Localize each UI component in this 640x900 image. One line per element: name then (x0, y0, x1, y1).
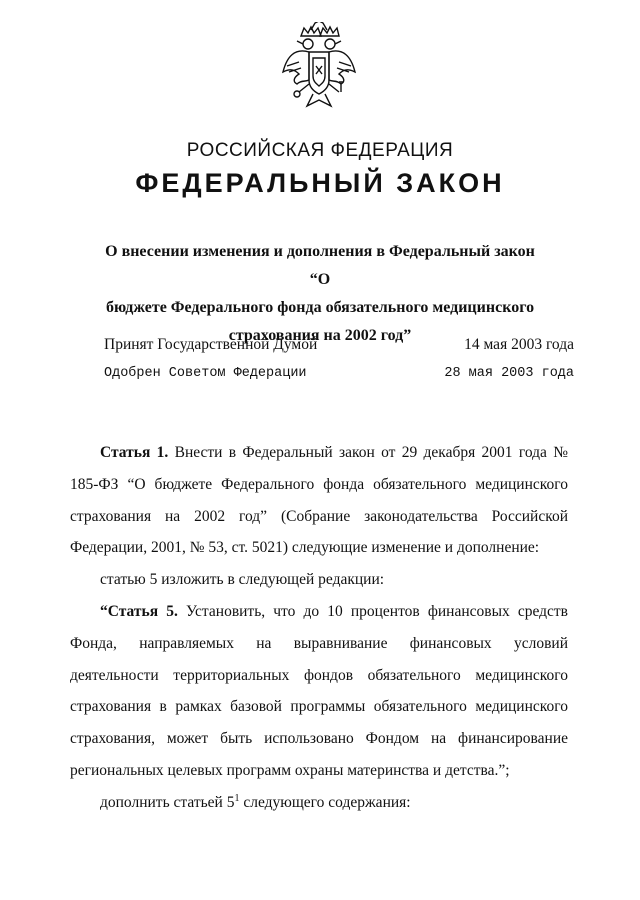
addition-intro (70, 787, 568, 819)
russian-coat-of-arms-icon (277, 22, 361, 122)
addition-text-before: дополнить статьей 5 (100, 793, 235, 811)
article-1-text: Внести в Федеральный закон от 29 декабря 2001 года № 185-ФЗ “О бюджете Федерального фонда обязательного медицинского страхования на 2002 год” (Собрание законодательства Российской Федерации, 2001, № 53, ст. 5021) следующие изменение и дополнение: (70, 444, 569, 557)
approved-by-council-label: Одобрен Советом Федерации (104, 366, 307, 381)
approved-by-council-date: 28 мая 2003 года (444, 366, 574, 381)
article-5-label: Статья 5. (107, 602, 178, 620)
addition-text-after: следующего содержания: (239, 793, 411, 811)
article-5-open-quote: “ (100, 602, 108, 620)
law-title (95, 238, 545, 350)
adopted-by-duma-date: 14 мая 2003 года (464, 336, 574, 353)
article-5-paragraph (70, 596, 568, 787)
amendment-intro: статью 5 изложить в следующей редакции: (100, 571, 385, 589)
law-title-line: страхования на 2002 год” (228, 327, 412, 344)
article-1-label: Статья 1. (100, 444, 169, 461)
article-1-paragraph (70, 437, 568, 564)
adopted-by-duma-label: Принят Государственной Думой (104, 336, 318, 353)
article-5-text: Установить, что до 10 процентов финансовых средств Фонда, направляемых на выравнивание финансовых условий деятельности территориальных фондов обязательного медицинского страхования в рамках базовой программы обязательного медицинского страхования, может быть использовано Фондом на финансирование региональных целевых программ охраны материнства и детства.”; (70, 602, 569, 779)
law-body (70, 437, 568, 819)
addition-superscript: 1 (234, 792, 240, 804)
document-type: ФЕДЕРАЛЬНЫЙ ЗАКОН (135, 168, 505, 198)
law-title-line: О внесении изменения и дополнения в Федеральный закон “О (105, 243, 535, 288)
country-name: РОССИЙСКАЯ ФЕДЕРАЦИЯ (186, 140, 454, 161)
law-title-line: бюджете Федерального фонда обязательного медицинского (105, 299, 535, 316)
